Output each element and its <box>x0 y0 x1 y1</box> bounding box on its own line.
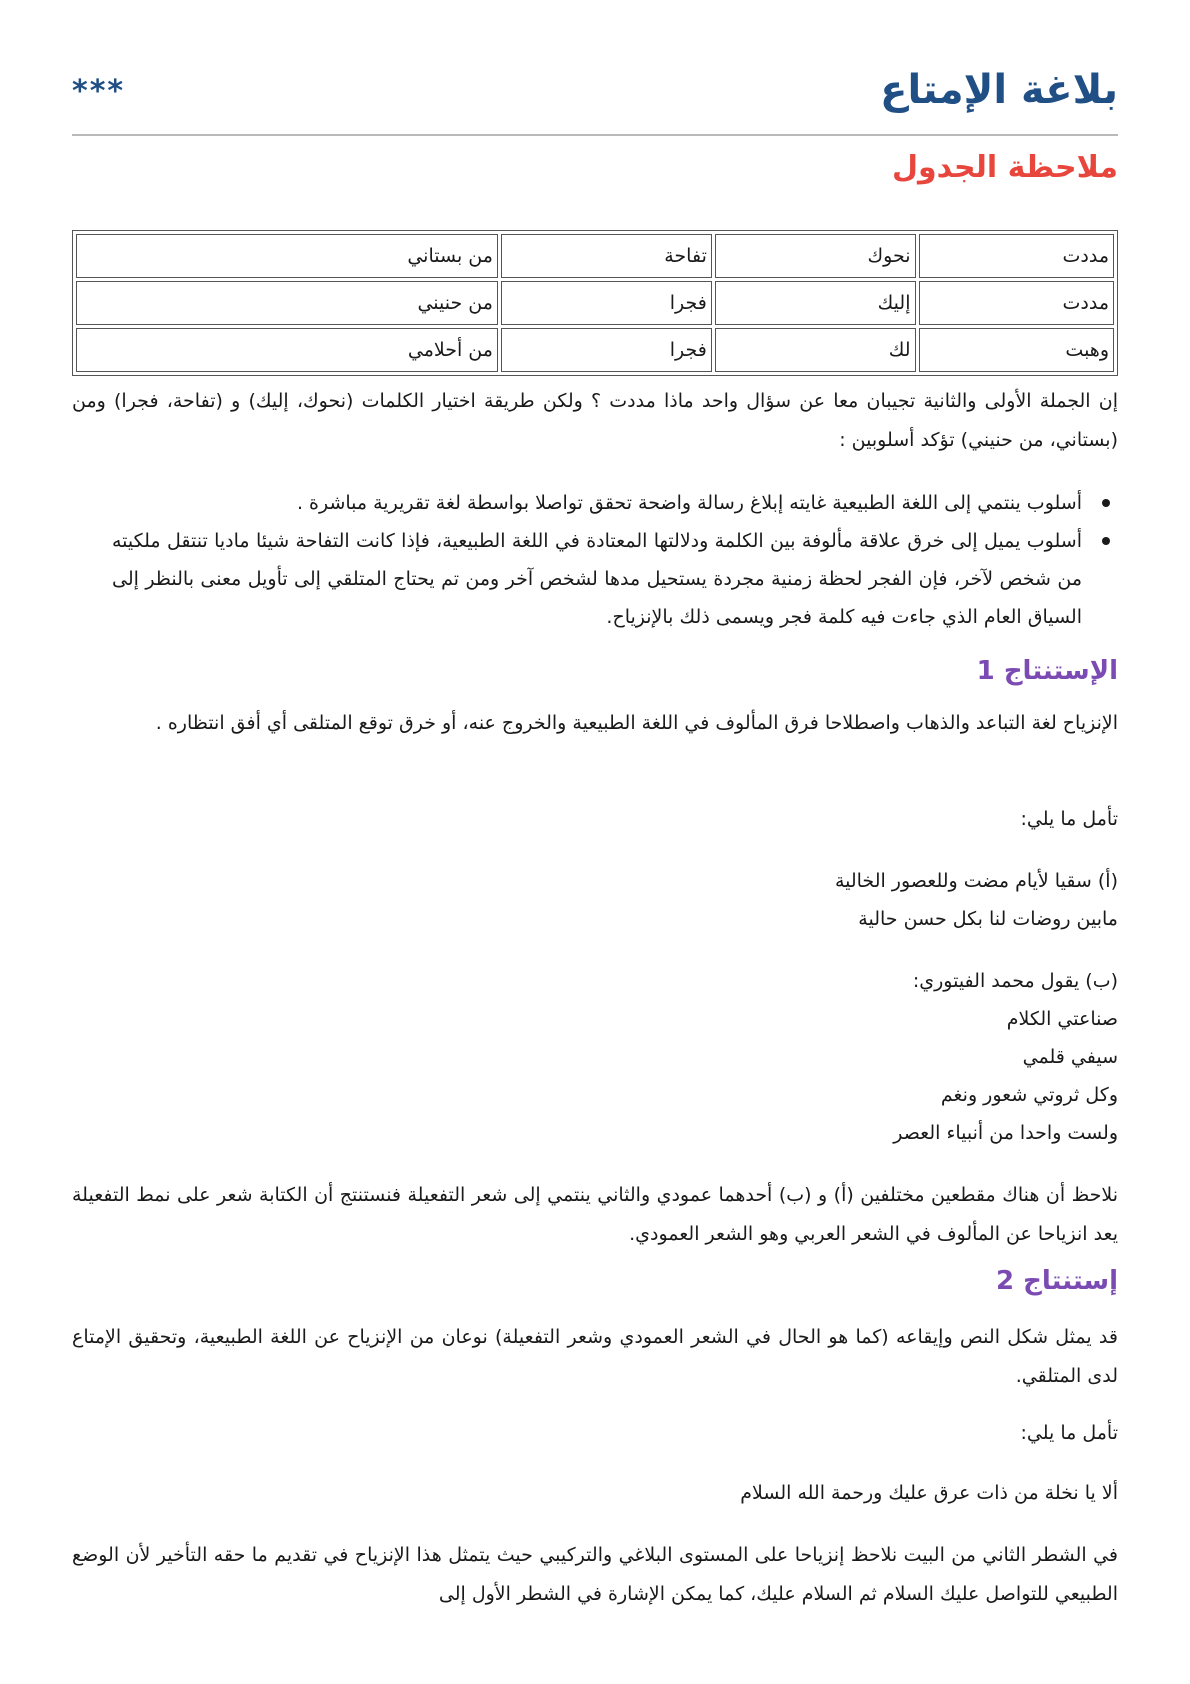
table-cell: إليك <box>715 281 916 325</box>
table-cell: فجرا <box>501 328 712 372</box>
conclusion-2-text: قد يمثل شكل النص وإيقاعه (كما هو الحال في الشعر العمودي وشعر التفعيلة) نوعان من الإنزياح عن اللغة الطبيعية، وتحقيق الإمتاع لدى المتلقي. <box>72 1326 1118 1387</box>
document-page <box>72 0 1118 1684</box>
table-row <box>76 234 1114 278</box>
table-cell: وهبت <box>919 328 1115 372</box>
verse-b-line: صناعتي الكلام <box>1006 1008 1118 1030</box>
document-title: بلاغة الإمتاع <box>880 67 1118 113</box>
conclusion-2-note: في الشطر الثاني من البيت نلاحظ إنزياحا على المستوى البلاغي والتركيبي حيث يتمثل هذا الإنزياح في تقديم ما حقه التأخير لأن الوضع الطبيعي للتواصل عليك السلام ثم السلام عليك، كما يمكن الإشارة في الشطر الأول إلى <box>72 1544 1118 1605</box>
verse-b-intro: (ب) يقول محمد الفيتوري: <box>912 970 1118 992</box>
verse-line: ألا يا نخلة من ذات عرق عليك ورحمة الله السلام <box>740 1482 1118 1504</box>
verse-b-line: سيفي قلمي <box>1022 1046 1118 1068</box>
page-header <box>72 58 1118 136</box>
prompt-text: تأمل ما يلي: <box>1020 808 1118 830</box>
table-cell: من أحلامي <box>76 328 498 372</box>
table-cell: تفاحة <box>501 234 712 278</box>
table-cell: من حنيني <box>76 281 498 325</box>
conclusion-2-title: إستنتاج 2 <box>996 1266 1118 1296</box>
bullet-list <box>112 484 1118 636</box>
table-row <box>76 281 1114 325</box>
word-table <box>72 230 1118 376</box>
table-cell: مددت <box>919 281 1115 325</box>
verse-b-line: ولست واحدا من أنبياء العصر <box>893 1122 1118 1144</box>
table-cell: فجرا <box>501 281 712 325</box>
section-title: ملاحظة الجدول <box>891 150 1118 185</box>
list-item: أسلوب ينتمي إلى اللغة الطبيعية غايته إبلاغ رسالة واضحة تحقق تواصلا بواسطة لغة تقريرية مباشرة . <box>112 484 1118 522</box>
intro-paragraph: إن الجملة الأولى والثانية تجيبان معا عن سؤال واحد ماذا مددت ؟ ولكن طريقة اختيار الكلمات (نحوك، إليك) و (تفاحة، فجرا) ومن (بستاني، من حنيني) تؤكد أسلوبين : <box>72 390 1118 451</box>
table-cell: لك <box>715 328 916 372</box>
table-cell: مددت <box>919 234 1115 278</box>
prompt-text: تأمل ما يلي: <box>1020 1422 1118 1444</box>
header-stars: *** <box>72 74 126 109</box>
conclusion-1-text: الإنزياح لغة التباعد والذهاب واصطلاحا فرق المألوف في اللغة الطبيعية والخروج عنه، أو خرق توقع المتلقى أي أفق انتظاره . <box>155 712 1118 734</box>
conclusion-1-title: الإستنتاج 1 <box>976 656 1118 686</box>
table-cell: من بستاني <box>76 234 498 278</box>
verse-a-line: مابين روضات لنا بكل حسن حالية <box>858 908 1118 930</box>
list-item: أسلوب يميل إلى خرق علاقة مألوفة بين الكلمة ودلالتها المعتادة في اللغة الطبيعية، فإذا كانت التفاحة شيئا ماديا تنتقل ملكيته من شخص لآخر، فإن الفجر لحظة زمنية مجردة يستحيل مدها لشخص آخر ومن تم يحتاج المتلقي إلى تأويل معنى بالنظر إلى السياق العام الذي جاءت فيه كلمة فجر ويسمى ذلك بالإنزياح. <box>112 522 1118 636</box>
table-row <box>76 328 1114 372</box>
verse-b-line: وكل ثروتي شعور ونغم <box>940 1084 1118 1106</box>
table-cell: نحوك <box>715 234 916 278</box>
verse-a-line: (أ) سقيا لأيام مضت وللعصور الخالية <box>834 870 1118 892</box>
conclusion-1-note: نلاحظ أن هناك مقطعين مختلفين (أ) و (ب) أحدهما عمودي والثاني ينتمي إلى شعر التفعيلة فنستنتج أن الكتابة شعر على نمط التفعيلة يعد انزياحا عن المألوف في الشعر العربي وهو الشعر العمودي. <box>72 1184 1118 1245</box>
